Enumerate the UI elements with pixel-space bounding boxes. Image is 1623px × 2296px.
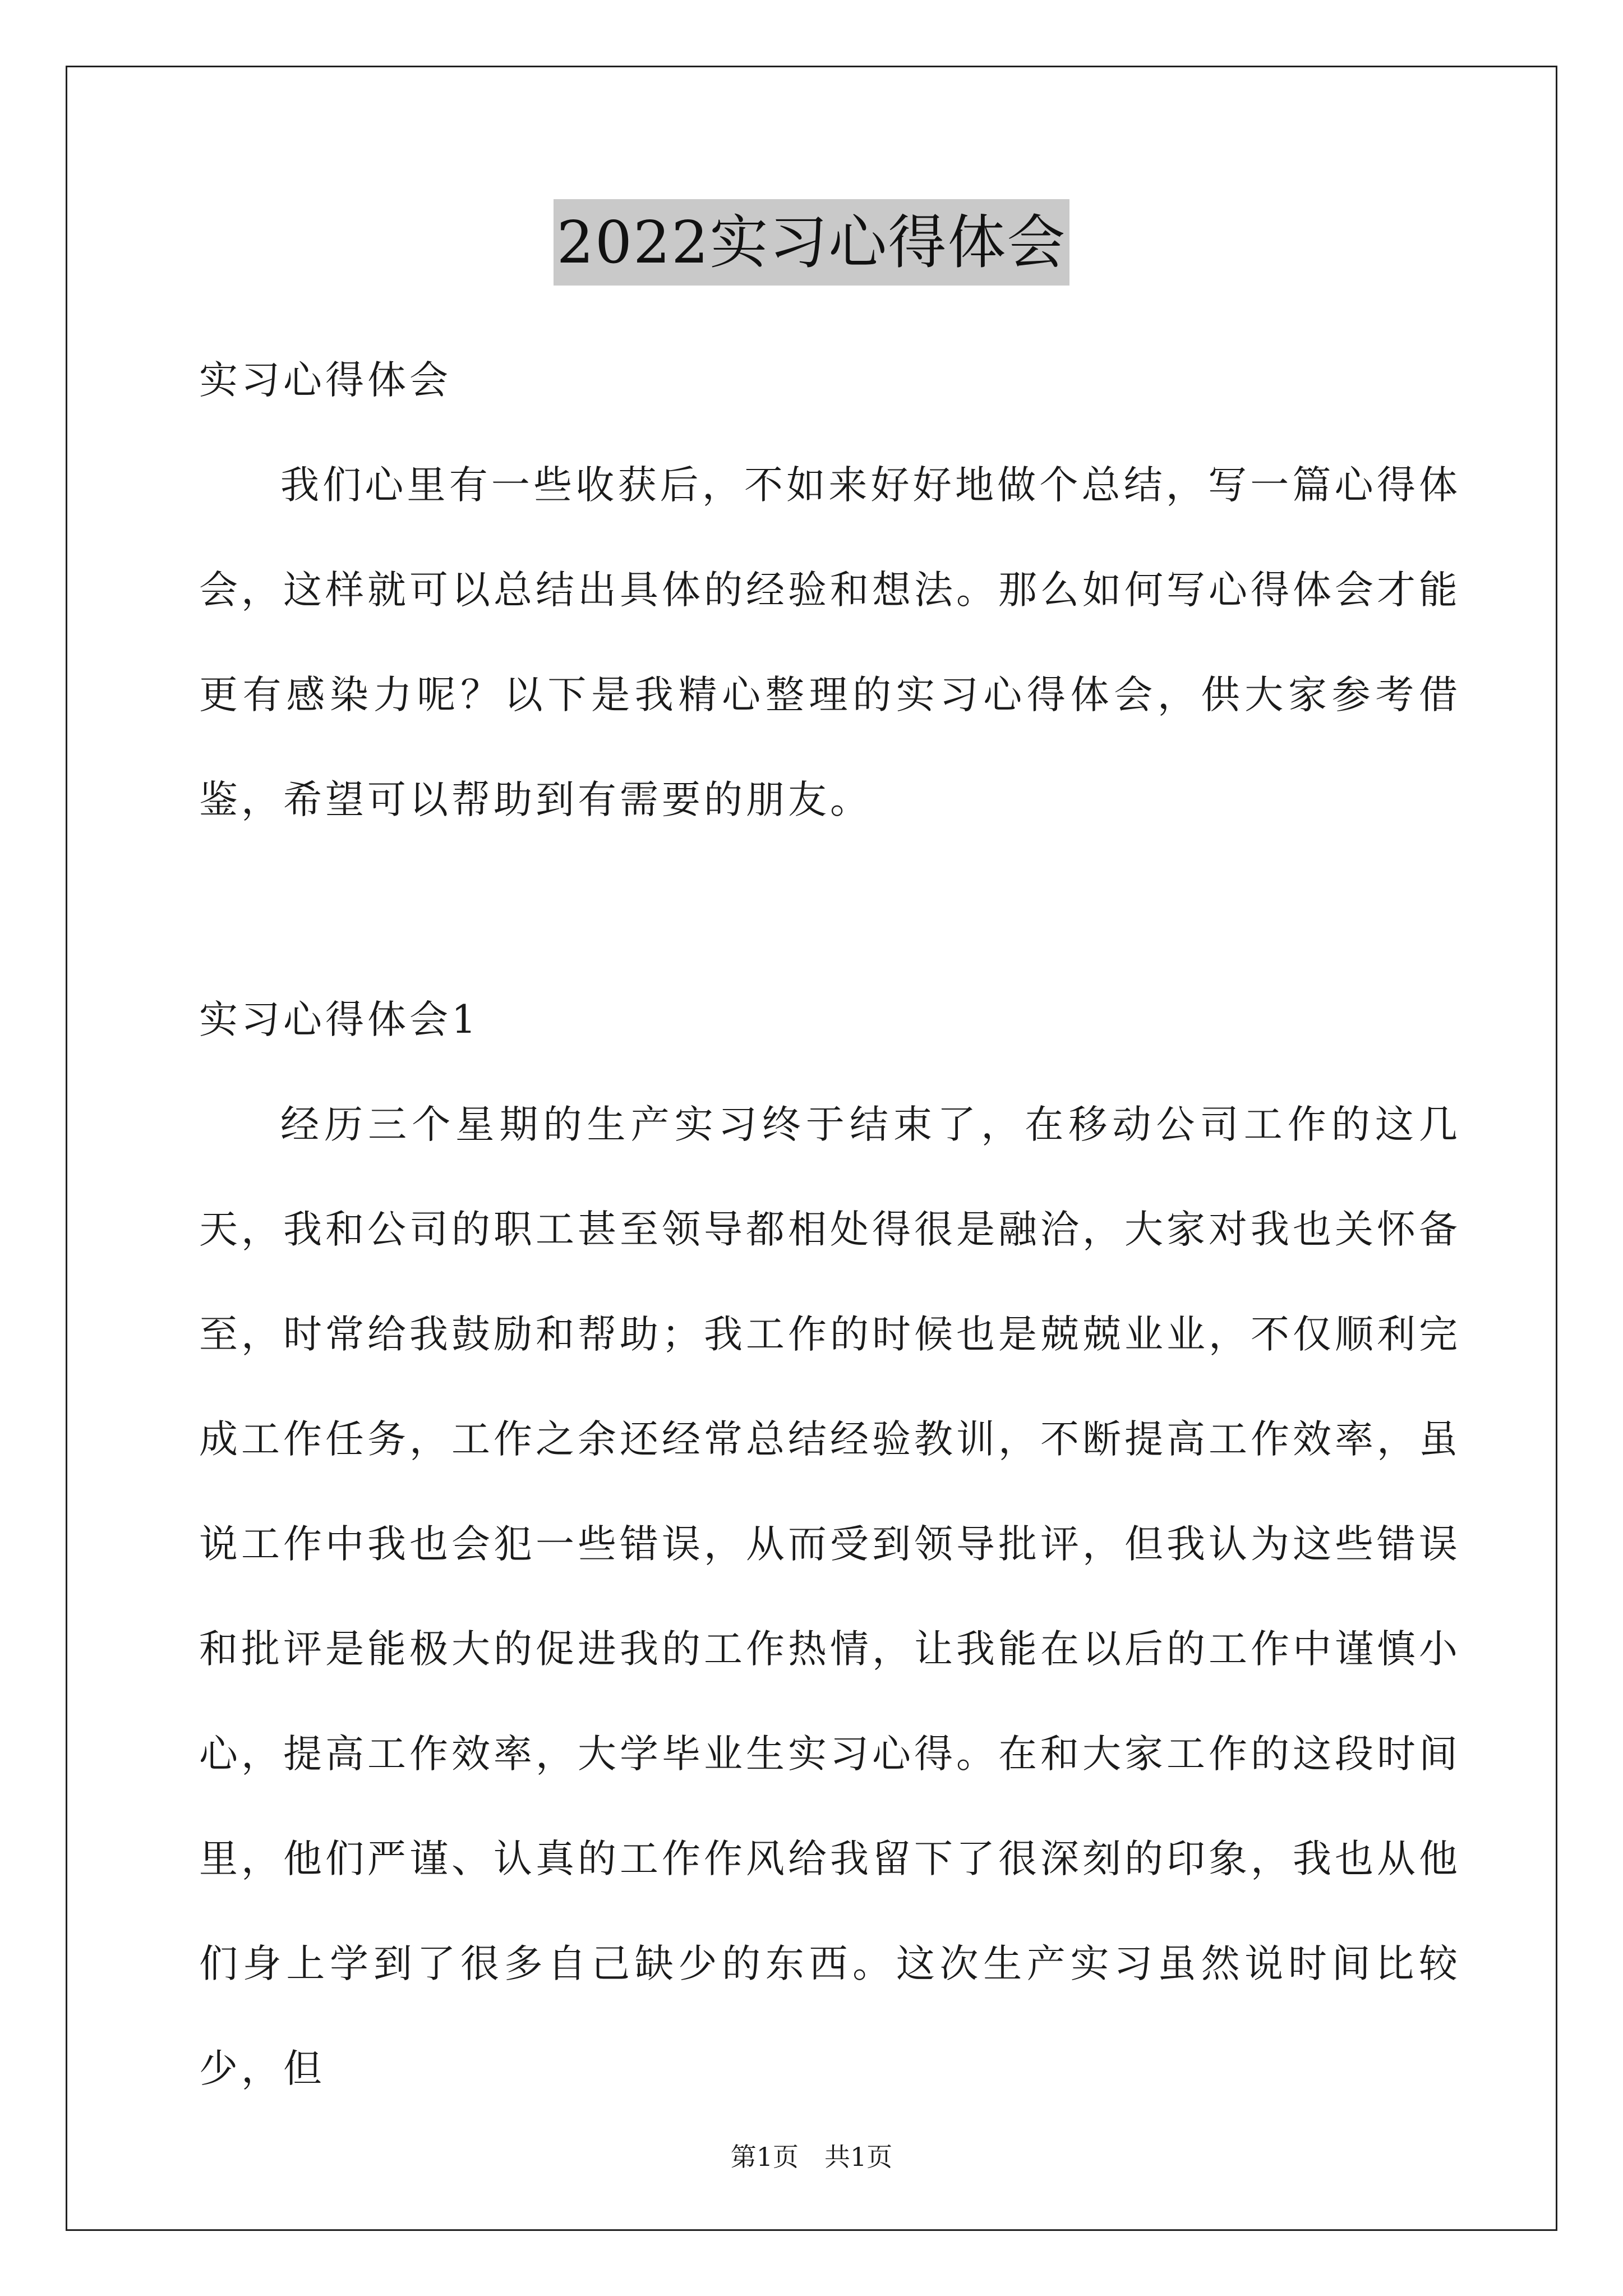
document-title: 2022实习心得体会 (554, 199, 1070, 286)
section1-paragraph: 经历三个星期的生产实习终于结束了，在移动公司工作的这几天，我和公司的职工甚至领导都相处得很是融洽，大家对我也关怀备至，时常给我鼓励和帮助；我工作的时候也是兢兢业业，不仅顺利完成工作任务，工作之余还经常总结经验教训，不断提高工作效率，虽说工作中我也会犯一些错误，从而受到领导批评，但我认为这些错误和批评是能极大的促进我的工作热情，让我能在以后的工作中谨慎小心，提高工作效率，大学毕业生实习心得。在和大家工作的这段时间里，他们严谨、认真的工作作风给我留下了很深刻的印象，我也从他们身上学到了很多自己缺少的东西。这次生产实习虽然说时间比较少，但 (199, 1102, 1461, 2091)
intro-heading: 实习心得体会 (199, 358, 451, 403)
title-container (0, 199, 1623, 286)
intro-paragraph: 我们心里有一些收获后，不如来好好地做个总结，写一篇心得体会，这样就可以总结出具体的经验和想法。那么如何写心得体会才能更有感染力呢？以下是我精心整理的实习心得体会，供大家参考借鉴，希望可以帮助到有需要的朋友。 (199, 463, 1461, 822)
section1-heading: 实习心得体会1 (199, 997, 479, 1042)
page-footer: 第1页 共1页 (730, 2142, 893, 2172)
